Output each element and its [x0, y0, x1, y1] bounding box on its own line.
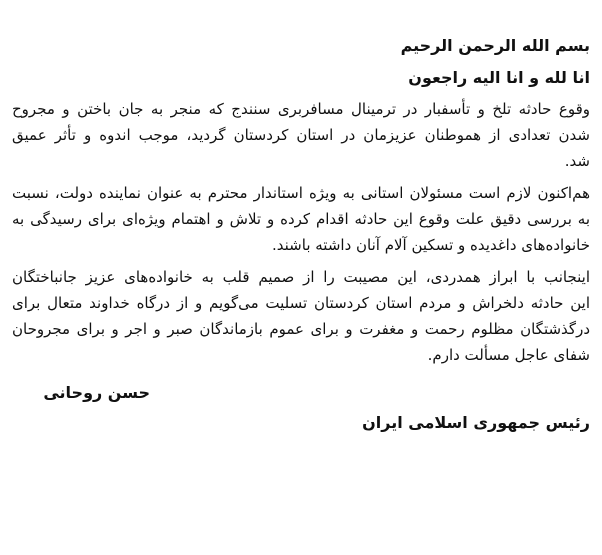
paragraph-line: به بررسی دقیق علت وقوع این حادثه اقدام کرده و تلاش و اهتمام ویژه‌ای برای رسیدگی به — [12, 210, 590, 228]
signatory-name: حسن روحانی — [43, 383, 150, 402]
paragraph-line: این حادثه دلخراش و مردم استان کردستان تسلیت می‌گویم و از درگاه خداوند متعال برای — [12, 294, 590, 312]
paragraph-line: درگذشتگان مظلوم رحمت و مغفرت و برای عموم بازماندگان صبر و اجر و برای مجروحان — [12, 320, 590, 338]
signatory-title: رئیس جمهوری اسلامی ایران — [362, 413, 590, 432]
paragraph-line: شفای عاجل مسألت دارم. — [427, 346, 590, 364]
condolence-verse-heading: انا لله و انا الیه راجعون — [408, 68, 590, 87]
paragraph-line: شدن تعدادی از هموطنان عزیزمان در استان کردستان گردید، موجب اندوه و تأثر عمیق — [12, 126, 590, 144]
paragraph-line: هم‌اکنون لازم است مسئولان استانی به ویژه استاندار محترم به عنوان نماینده دولت، نسبت — [12, 184, 590, 202]
paragraph-line: اینجانب با ابراز همدردی، این مصیبت را از صمیم قلب به خانواده‌های عزیز جانباختگان — [12, 268, 590, 286]
paragraph-line: خانواده‌های داغدیده و تسکین آلام آنان داشته باشند. — [272, 236, 590, 254]
basmala-heading: بسم الله الرحمن الرحیم — [400, 36, 590, 55]
signature-block — [12, 378, 590, 438]
paragraph-line: وقوع حادثه تلخ و تأسفبار در ترمینال مسافربری سنندج که منجر به جان باختن و مجروح — [12, 100, 590, 118]
paragraph-condolences — [12, 264, 590, 368]
paragraph-incident — [12, 96, 590, 174]
paragraph-line: شد. — [564, 152, 590, 170]
paragraph-officials — [12, 180, 590, 258]
